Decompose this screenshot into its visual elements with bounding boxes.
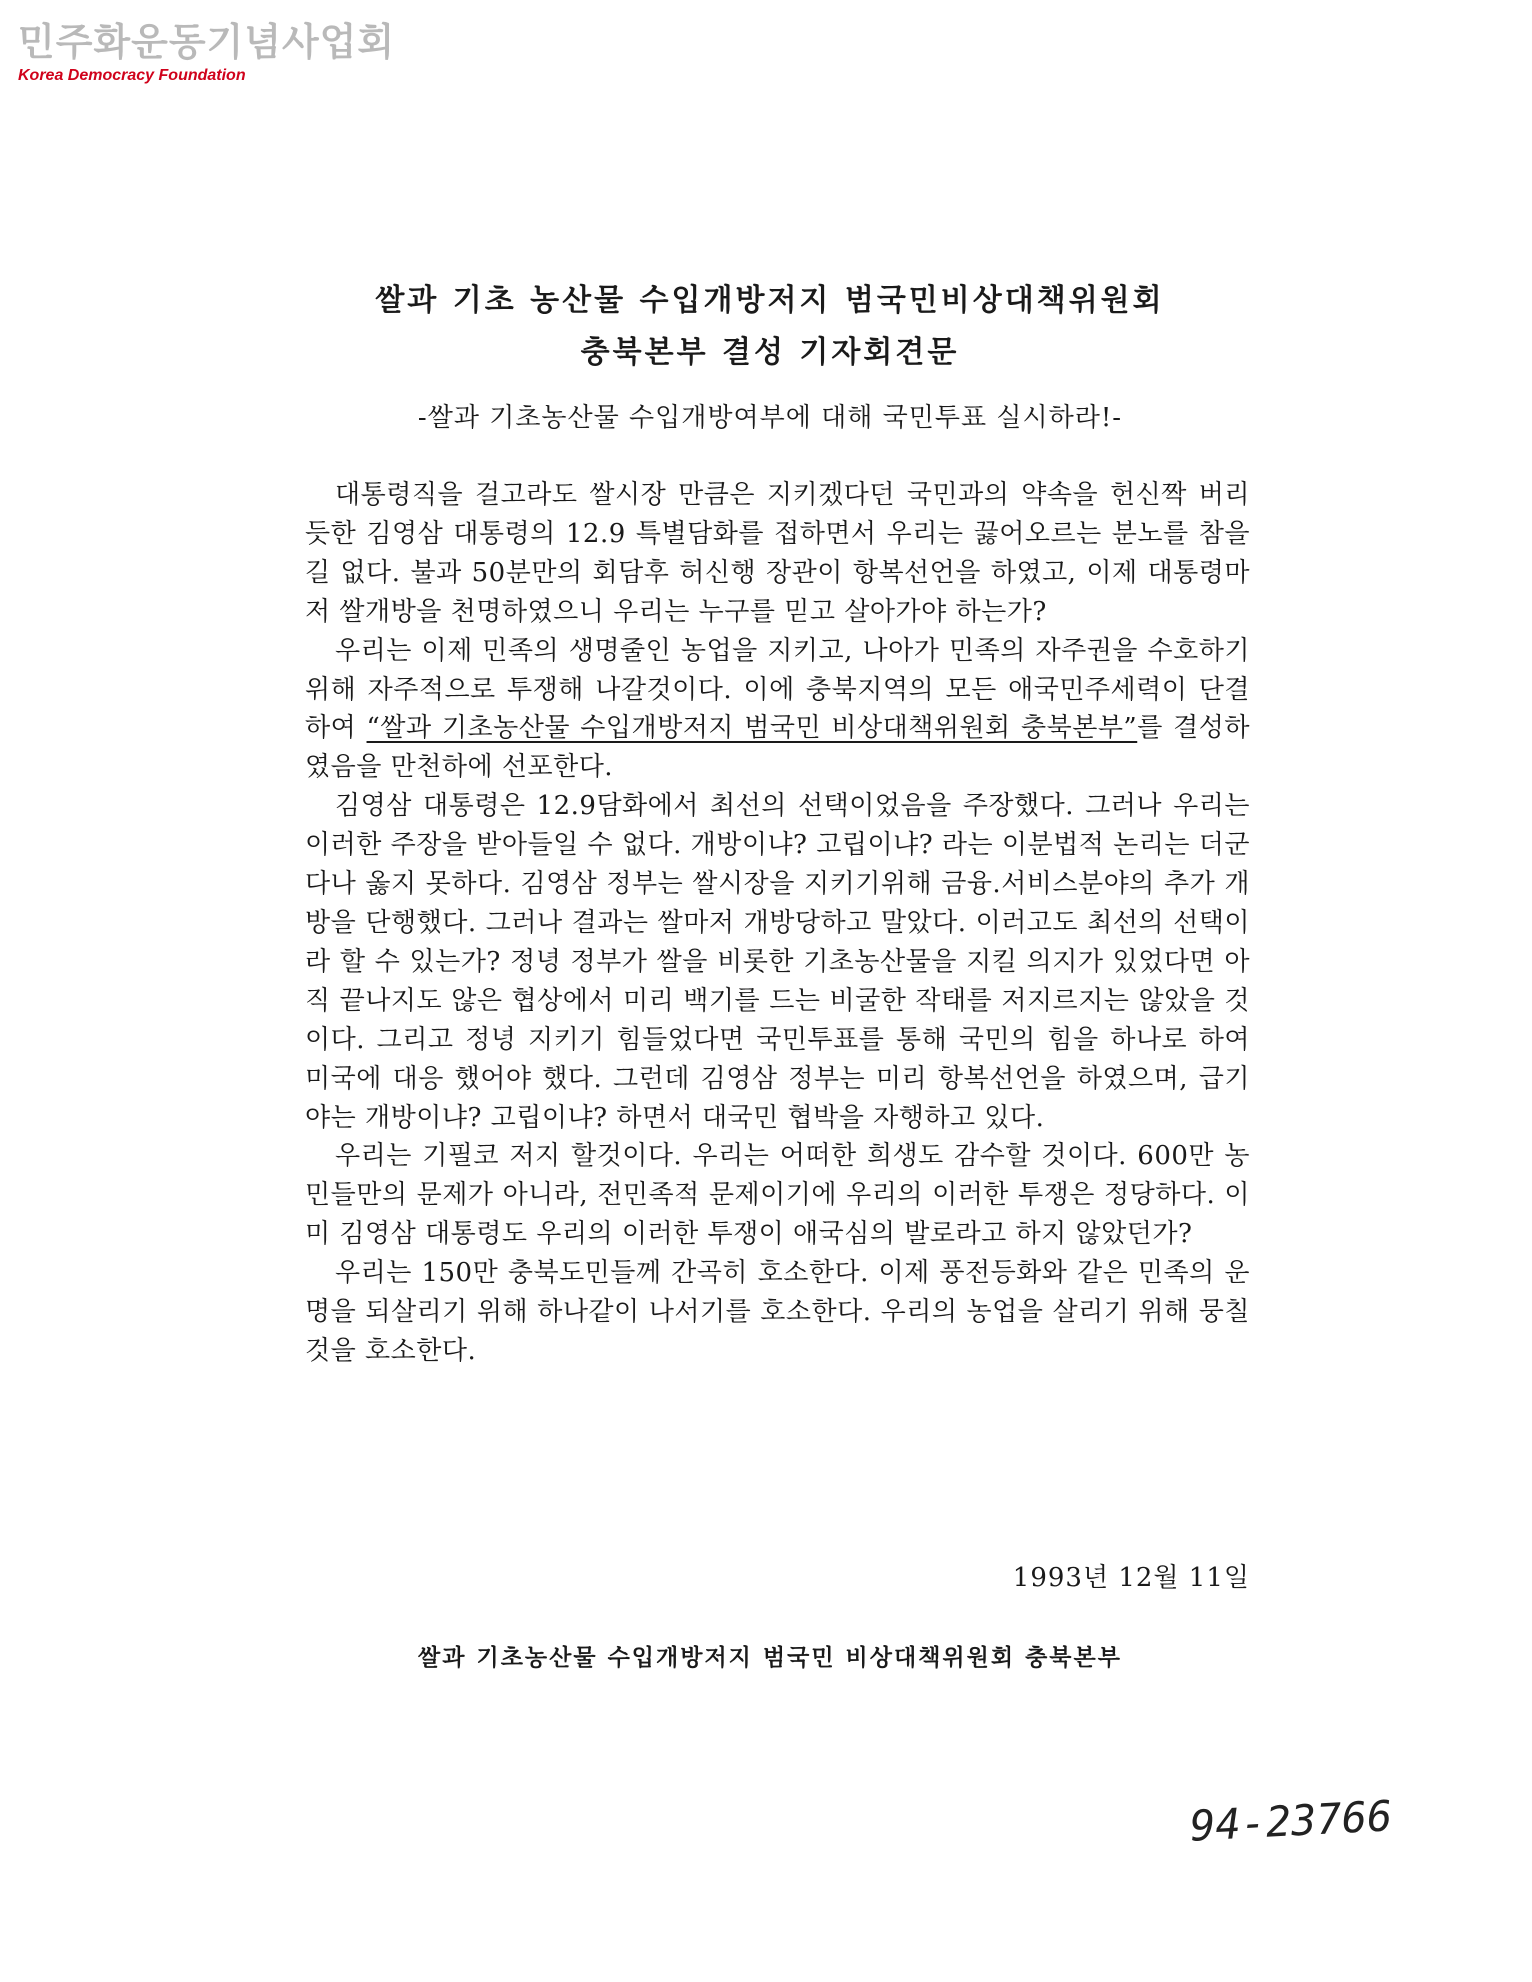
title-line-2: 충북본부 결성 기자회견문 [580,335,960,370]
paragraph-4: 우리는 기필코 저지 할것이다. 우리는 어떠한 희생도 감수할 것이다. 600만 농민들만의 문제가 아니라, 전민족적 문제이기에 우리의 이러한 투쟁은 정당하다. 이미 김영삼 대통령도 우리의 이러한 투쟁이 애국심의 발로라고 하지 않았던가? [305,1141,1250,1250]
document-date: 1993년 12월 11일 [1012,1563,1250,1593]
watermark-korean: 민주화운동기념사업회 [18,20,396,64]
paragraph-2 [305,632,1250,788]
document-subtitle: -쌀과 기초농산물 수입개방여부에 대해 국민투표 실시하라!- [417,403,1123,433]
paragraph-5: 우리는 150만 충북도민들께 간곡히 호소한다. 이제 풍전등화와 같은 민족의 운명을 되살리기 위해 하나같이 나서기를 호소한다. 우리의 농업을 살리기 위해 뭉칠것을 호소한다. [305,1258,1250,1366]
watermark-logo [18,20,395,86]
title-line-1: 쌀과 기초 농산물 수입개방저지 범국민비상대책위원회 [375,283,1165,318]
underlined-organization-name: “쌀과 기초농산물 수입개방저지 범국민 비상대책위원회 충북본부” [366,713,1138,744]
paragraph-2-end: 를 결성하였음을 만천하에 선포한다. [305,713,1250,783]
paragraph-1: 대통령직을 걸고라도 쌀시장 만큼은 지키겠다던 국민과의 약속을 헌신짝 버리듯한 김영삼 대통령의 12.9 특별담화를 접하면서 우리는 끓어오르는 분노를 참을길 없다. 불과 50분만의 회담후 허신행 장관이 항복선언을 하였고, 이제 대통령마저 쌀개방을 천명하였으니 우리는 누구를 믿고 살아가야 하는가? [305,480,1250,627]
document-title [280,275,1260,379]
paragraph-2-start: 우리는 이제 민족의 생명줄인 농업을 지키고, 나아가 민족의 자주권을 수호하기위해 자주적으로 투쟁해 나갈것이다. 이에 충북지역의 모든 애국민주세력이 단결하여 [305,635,1250,744]
body-text [305,476,1250,1371]
watermark-english: Korea Democracy Foundation [18,67,246,84]
signature-organization: 쌀과 기초농산물 수입개방저지 범국민 비상대책위원회 충북본부 [418,1645,1122,1671]
handwritten-document-number: 94-23766 [1188,1791,1394,1851]
paragraph-3: 김영삼 대통령은 12.9담화에서 최선의 선택이었음을 주장했다. 그러나 우리는 이러한 주장을 받아들일 수 없다. 개방이냐? 고립이냐? 라는 이분법적 논리는 더군다나 옳지 못하다. 김영삼 정부는 쌀시장을 지키기위해 금융.서비스분야의 추가 개방을 단행했다. 그러나 결과는 쌀마저 개방당하고 말았다. 이러고도 최선의 선택이라 할 수 있는가? 정녕 정부가 쌀을 비롯한 기초농산물을 지킬 의지가 있었다면 아직 끝나지도 않은 협상에서 미리 백기를 드는 비굴한 작태를 저지르지는 않았을 것이다. 그리고 정녕 지키기 힘들었다면 국민투표를 통해 국민의 힘을 하나로 하여 미국에 대응 했어야 했다. 그런데 김영삼 정부는 미리 항복선언을 하였으며, 급기야는 개방이냐? 고립이냐? 하면서 대국민 협박을 자행하고 있다. [305,791,1251,1133]
